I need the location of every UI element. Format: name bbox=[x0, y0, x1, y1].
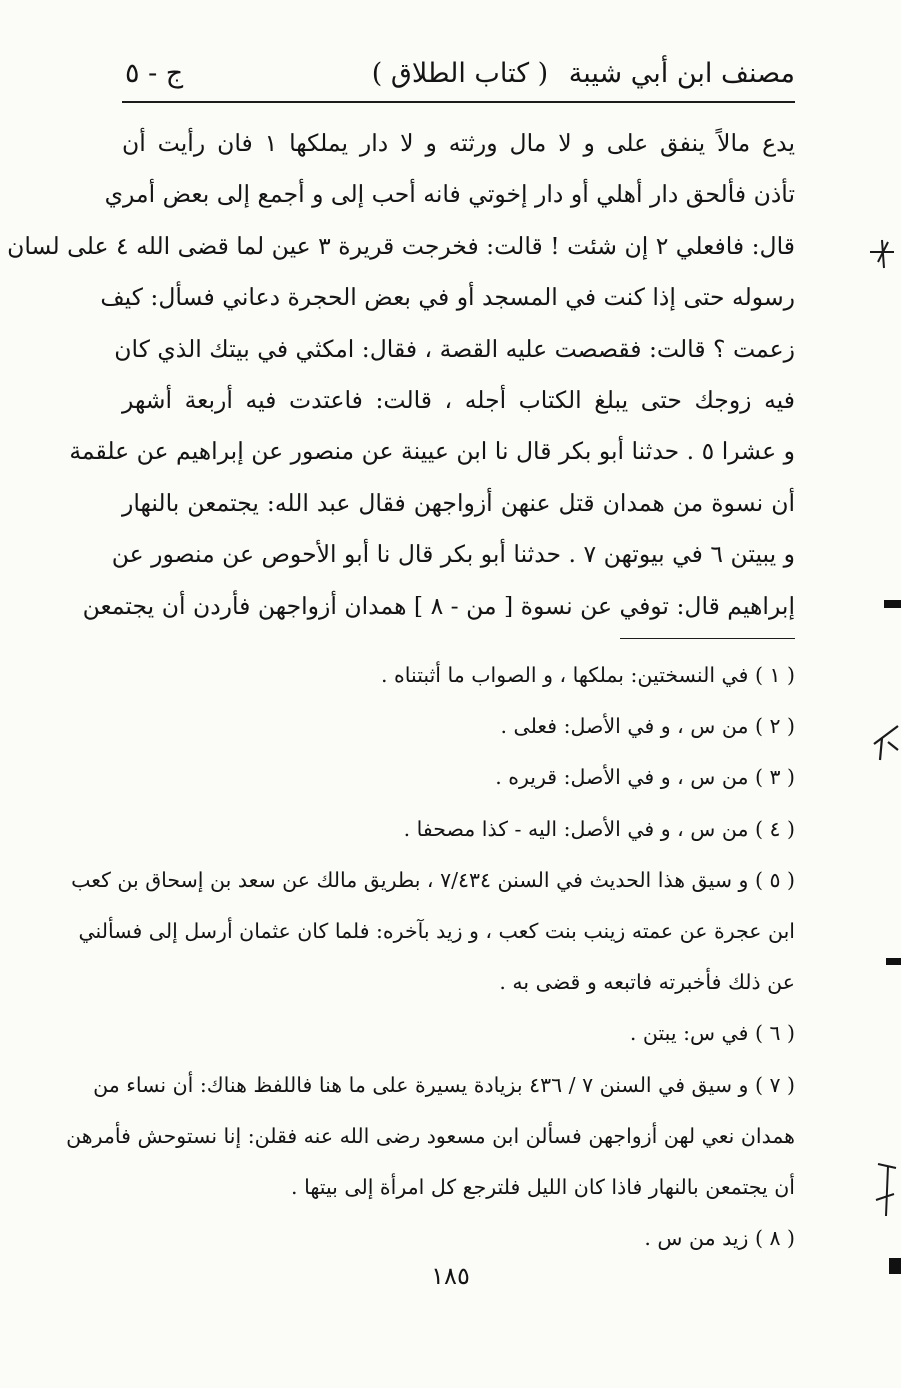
text-line: فيه زوجك حتى يبلغ الكتاب أجله ، قالت: فاعتدت فيه أربعة أشهر bbox=[122, 385, 795, 414]
book-title: مصنف ابن أبي شيبة bbox=[568, 58, 795, 89]
binding-mark-icon bbox=[872, 1160, 900, 1220]
footnote-line: ( ٢ ) من س ، و في الأصل: فعلى . bbox=[500, 714, 795, 739]
edge-mark bbox=[886, 958, 901, 965]
footnote-line: ( ٤ ) من س ، و في الأصل: اليه - كذا مصحفا . bbox=[403, 816, 795, 841]
text-line: قال: فافعلي ٢ إن شئت ! قالت: فخرجت قريرة ٣ عين لما قضى الله ٤ على لسان bbox=[7, 231, 795, 260]
footnote-line: عن ذلك فأخبرته فاتبعه و قضى به . bbox=[499, 970, 795, 995]
running-header bbox=[125, 52, 795, 102]
main-text bbox=[7, 118, 796, 632]
footnote-line: ( ١ ) في النسختين: بملكها ، و الصواب ما أثبتناه . bbox=[381, 663, 795, 687]
footnote-line: ابن عجرة عن عمته زينب بنت كعب ، و زيد بآخره: فلما كان عثمان أرسل إلى فسألني bbox=[78, 918, 795, 943]
footnote-separator bbox=[620, 638, 795, 639]
page-number: ١٨٥ bbox=[431, 1262, 470, 1290]
footnote-line: ( ٨ ) زيد من س . bbox=[644, 1226, 795, 1251]
footnote-line: ( ٦ ) في س: يبتن . bbox=[629, 1021, 795, 1046]
text-line: زعمت ؟ قالت: فقصصت عليه القصة ، فقال: امكثي في بيتك الذي كان bbox=[114, 334, 795, 363]
footnote-line: ( ٥ ) و سيق هذا الحديث في السنن ٧/٤٣٤ ، بطريق مالك عن سعد بن إسحاق بن كعب bbox=[71, 867, 795, 892]
text-line: أن نسوة من همدان قتل عنهن أزواجهن فقال عبد الله: يجتمعن بالنهار bbox=[122, 488, 795, 517]
footnote-line: ( ٣ ) من س ، و في الأصل: قريره . bbox=[495, 765, 795, 790]
volume-label: ج - ٥ bbox=[125, 58, 184, 89]
binding-mark-icon bbox=[868, 232, 898, 272]
binding-mark-icon bbox=[870, 720, 900, 765]
footnote-line: أن يجتمعن بالنهار فاذا كان الليل فلترجع كل امرأة إلى بيتها . bbox=[291, 1174, 795, 1199]
text-line: إبراهيم قال: توفي عن نسوة [ من - ٨ ] همدان أزواجهن فأردن أن يجتمعن bbox=[82, 591, 795, 620]
text-line: و عشرا ٥ . حدثنا أبو بكر قال نا ابن عيينة عن منصور عن إبراهيم عن علقمة bbox=[69, 437, 795, 466]
text-line: يدع مالاً ينفق على و لا مال ورثته و لا دار يملكها ١ فان رأيت أن bbox=[122, 129, 796, 157]
text-line: تأذن فألحق دار أهلي أو دار إخوتي فانه أحب إلى و أجمع إلى بعض أمري bbox=[104, 180, 795, 209]
header-rule bbox=[122, 101, 795, 103]
text-line: و يبيتن ٦ في بيوتهن ٧ . حدثنا أبو بكر قال نا أبو الأحوص عن منصور عن bbox=[111, 540, 795, 569]
footnotes bbox=[66, 650, 795, 1264]
footnote-line: ( ٧ ) و سيق في السنن ٧ / ٤٣٦ بزيادة يسيرة على ما هنا فاللفظ هناك: أن نساء من bbox=[93, 1072, 795, 1097]
edge-mark bbox=[889, 1258, 901, 1274]
text-line: رسوله حتى إذا كنت في المسجد أو في بعض الحجرة دعاني فسأل: كيف bbox=[100, 283, 795, 312]
edge-mark bbox=[884, 600, 901, 608]
chapter-title: ( كتاب الطلاق ) bbox=[371, 58, 549, 89]
footnote-line: همدان نعي لهن أزواجهن فسألن ابن مسعود رضى الله عنه فقلن: إنا نستوحش فأمرهن bbox=[66, 1123, 795, 1148]
